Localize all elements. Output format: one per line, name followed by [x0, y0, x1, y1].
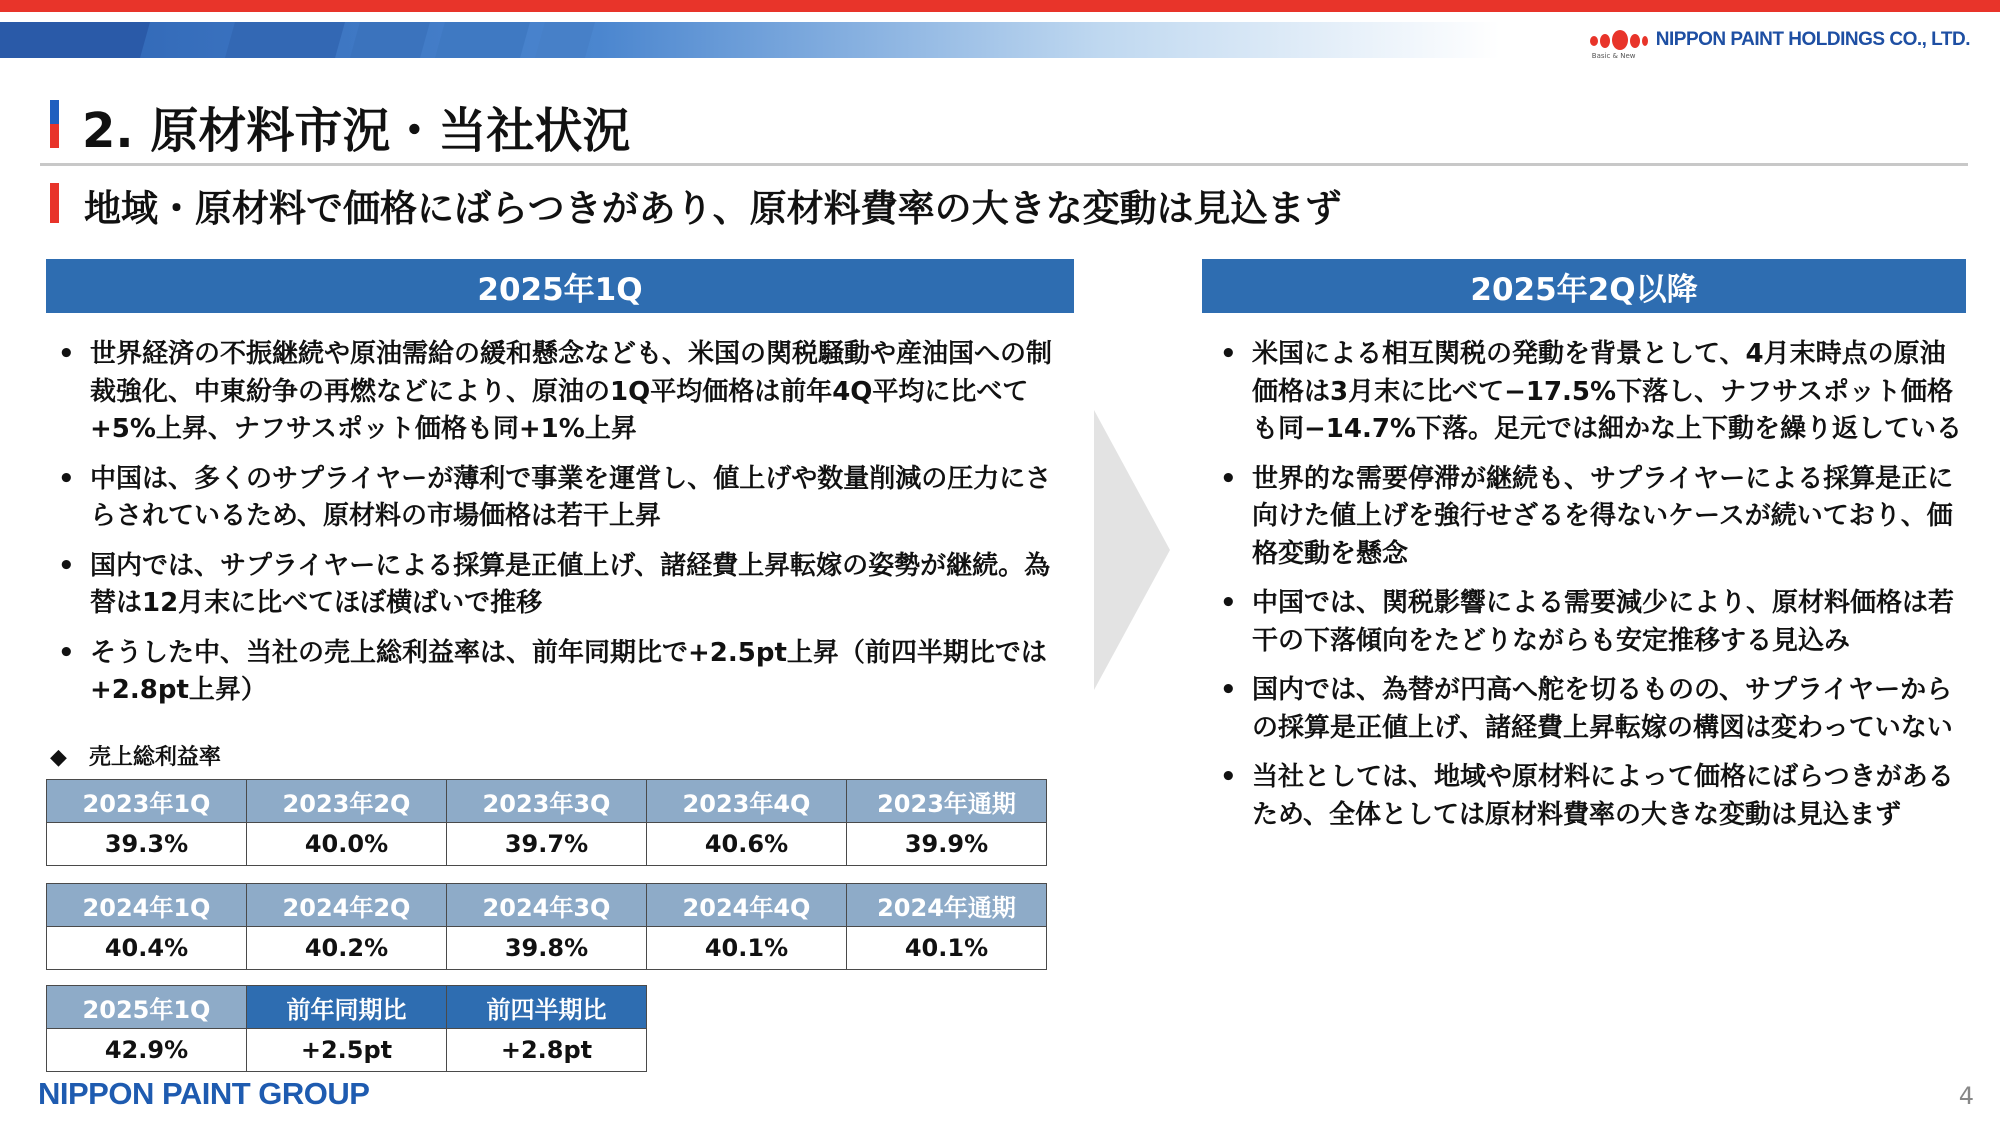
top-red-bar	[0, 0, 2000, 12]
table-row	[47, 1029, 647, 1072]
bullet-text: 国内では、為替が円高へ舵を切るものの、サプライヤーからの採算是正値上げ、諸経費上昇転嫁の構図は変わっていない	[1252, 675, 1953, 743]
bullet-text: 中国は、多くのサプライヤーが薄利で事業を運営し、値上げや数量削減の圧力にさらされているため、原材料の市場価格は若干上昇	[90, 463, 1052, 531]
list-item	[1208, 461, 1968, 574]
bullet-text: 世界経済の不振継続や原油需給の緩和懸念なども、米国の関税騒動や産油国への制裁強化、中東紛争の再燃などにより、原油の1Q平均価格は前年4Q平均に比べて+5%上昇、ナフサスポット価格も同+1%上昇	[90, 339, 1053, 444]
company-logo	[1590, 28, 1970, 60]
bullet-text: 当社としては、地域や原材料によって価格にばらつきがあるため、全体としては原材料費率の大きな変動は見込まず	[1252, 762, 1954, 830]
page-subtitle: 地域・原材料で価格にばらつきがあり、原材料費率の大きな変動は見込まず	[84, 187, 1342, 230]
bullet-text: そうした中、当社の売上総利益率は、前年同期比で+2.5pt上昇（前四半期比では+2.8pt上昇）	[90, 637, 1047, 705]
table-header-row	[47, 884, 1047, 927]
list-item	[1208, 672, 1968, 747]
table-header-cell: 2024年4Q	[647, 884, 847, 927]
bullet-icon: •	[1220, 463, 1237, 494]
bullet-icon: •	[1220, 339, 1237, 369]
list-item	[46, 635, 1066, 710]
bullet-text: 中国では、関税影響による需要減少により、原材料価格は若干の下落傾向をたどりながらも安定推移する見込み	[1252, 588, 1955, 656]
right-bullet-list	[1208, 336, 1968, 846]
table-cell: 40.1%	[847, 927, 1047, 970]
table-header-cell: 2023年通期	[847, 780, 1047, 823]
bullet-icon: •	[1220, 762, 1237, 792]
table-cell: +2.5pt	[247, 1029, 447, 1072]
table-cell: 40.2%	[247, 927, 447, 970]
right-panel-header: 2025年2Q以降	[1202, 259, 1966, 313]
list-item	[1208, 336, 1968, 449]
footer-group-logo: NIPPON PAINT GROUP	[38, 1076, 370, 1111]
table-header-cell: 2023年1Q	[47, 780, 247, 823]
bullet-text: 国内では、サプライヤーによる採算是正値上げ、諸経費上昇転嫁の姿勢が継続。為替は12月末に比べてほぼ横ばいで推移	[90, 550, 1051, 618]
title-divider	[40, 163, 1968, 166]
table-cell: 39.7%	[447, 823, 647, 866]
table-cell: 40.0%	[247, 823, 447, 866]
title-marker	[50, 100, 59, 148]
page-number: 4	[1958, 1082, 1974, 1110]
table-cell: 40.4%	[47, 927, 247, 970]
table-cell: 42.9%	[47, 1029, 247, 1072]
bullet-text: 世界的な需要停滞が継続も、サプライヤーによる採算是正に向けた値上げを強行せざるを得ないケースが続いており、価格変動を懸念	[1252, 463, 1954, 569]
page-title: 2. 原材料市況・当社状況	[82, 103, 631, 159]
bullet-text: 米国による相互関税の発動を背景として、4月末時点の原油価格は3月末に比べて−17.5%下落し、ナフサスポット価格も同−14.7%下落。足元では細かな上下動を繰り返している	[1252, 339, 1962, 444]
logo-tagline: Basic & New	[1591, 52, 1636, 60]
diamond-icon: ◆	[50, 745, 67, 770]
table-row	[47, 823, 1047, 866]
table-header-row	[47, 780, 1047, 823]
subtitle-marker	[50, 183, 59, 223]
table-header-cell: 2024年1Q	[47, 884, 247, 927]
table-header-cell: 2023年3Q	[447, 780, 647, 823]
table-header-cell: 前年同期比	[247, 986, 447, 1029]
company-name: NIPPON PAINT HOLDINGS CO., LTD.	[1655, 29, 1970, 50]
table-cell: 39.3%	[47, 823, 247, 866]
gross-margin-table-2025	[46, 985, 647, 1072]
bullet-icon: •	[1220, 588, 1237, 618]
list-item	[46, 548, 1066, 623]
bullet-icon: •	[58, 463, 75, 494]
gross-margin-table-2023	[46, 779, 1047, 866]
bullet-icon: •	[58, 550, 75, 581]
table-header-row	[47, 986, 647, 1029]
bullet-icon: •	[58, 339, 75, 369]
table-header-cell: 2024年2Q	[247, 884, 447, 927]
table-row	[47, 927, 1047, 970]
table-cell: +2.8pt	[447, 1029, 647, 1072]
table-header-cell: 2024年通期	[847, 884, 1047, 927]
bullet-icon: •	[58, 637, 75, 668]
list-item	[46, 336, 1066, 449]
table-header-cell: 2025年1Q	[47, 986, 247, 1029]
table-cell: 40.1%	[647, 927, 847, 970]
table-header-cell: 2024年3Q	[447, 884, 647, 927]
table-cell: 39.8%	[447, 927, 647, 970]
list-item	[1208, 759, 1968, 834]
left-panel-header: 2025年1Q	[46, 259, 1074, 313]
gross-margin-table-2024	[46, 883, 1047, 970]
table-cell: 40.6%	[647, 823, 847, 866]
table-header-cell: 2023年4Q	[647, 780, 847, 823]
table-header-cell: 前四半期比	[447, 986, 647, 1029]
table-header-cell: 2023年2Q	[247, 780, 447, 823]
list-item	[46, 461, 1066, 536]
left-bullet-list	[46, 336, 1066, 722]
chevron-right-icon	[1094, 410, 1170, 690]
nippon-paint-logo-icon	[1590, 28, 1648, 60]
list-item	[1208, 585, 1968, 660]
table-caption-text: 売上総利益率	[88, 745, 221, 770]
table-caption	[50, 740, 221, 771]
bullet-icon: •	[1220, 675, 1237, 705]
table-cell: 39.9%	[847, 823, 1047, 866]
